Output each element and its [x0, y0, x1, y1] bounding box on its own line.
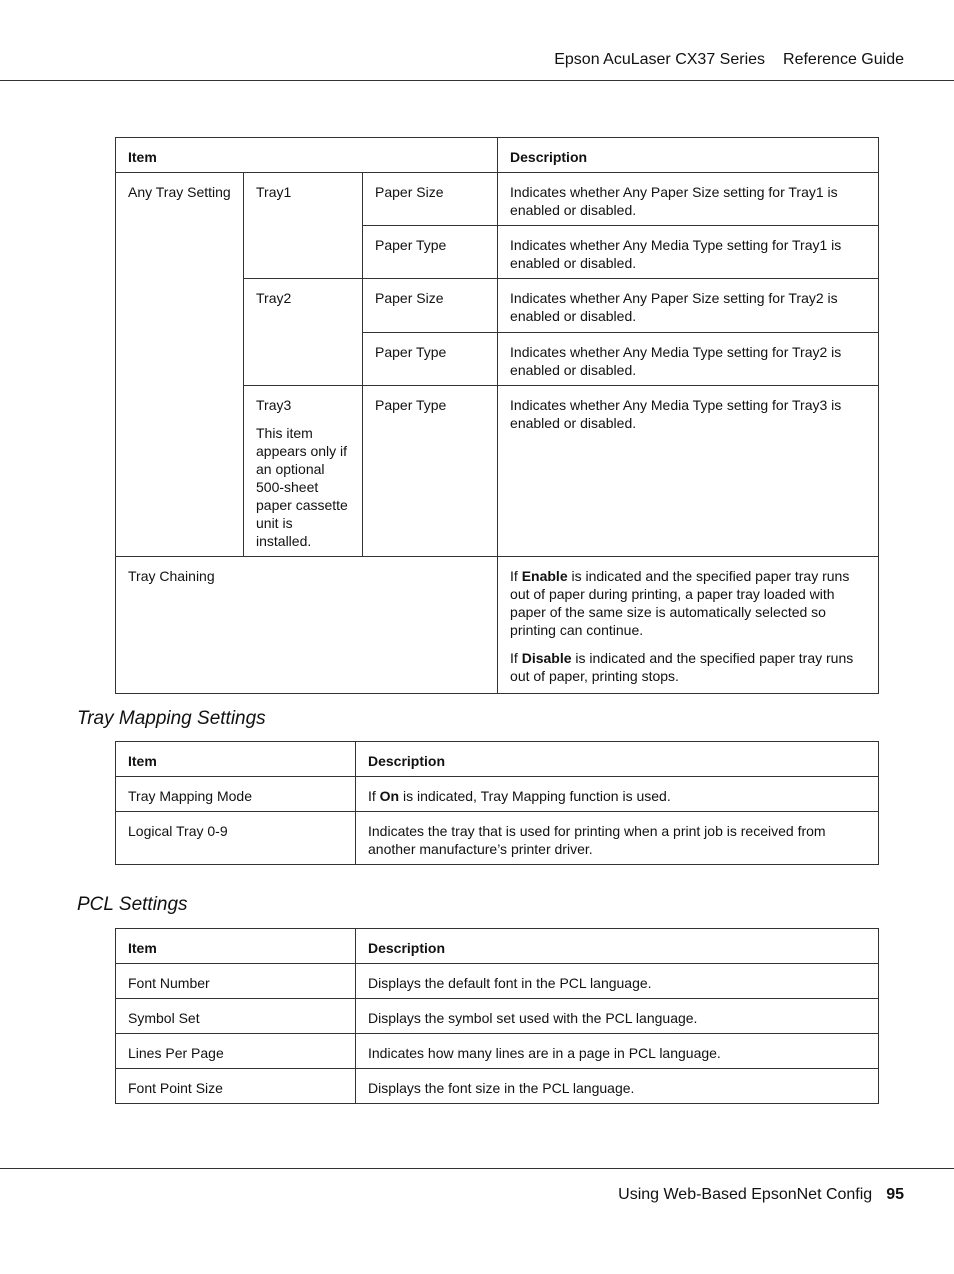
row-description: Indicates whether Any Media Type setting for Tray2 is enabled or disabled. — [498, 333, 879, 386]
item-cell: Lines Per Page — [116, 1034, 356, 1069]
any-tray-setting-label: Any Tray Setting — [116, 173, 244, 557]
tray3-note: This item appears only if an optional 500-sheet paper cassette unit is installed. — [256, 425, 348, 549]
header-description: Description — [356, 742, 879, 777]
disable-paragraph: If Disable is indicated and the specified paper tray runs out of paper, printing stops. — [510, 650, 854, 684]
tray-mapping-table — [115, 741, 879, 865]
pcl-table — [115, 928, 879, 1104]
item-cell: Symbol Set — [116, 999, 356, 1034]
footer-rule — [0, 1168, 954, 1169]
section-name: Using Web-Based EpsonNet Config — [618, 1186, 873, 1203]
row-description: Indicates whether Any Media Type setting for Tray1 is enabled or disabled. — [498, 226, 879, 279]
header-item: Item — [116, 138, 498, 173]
paper-type-label: Paper Type — [363, 333, 498, 386]
page-number: 95 — [886, 1186, 904, 1203]
tray-chaining-description — [498, 557, 879, 694]
tray2-label: Tray2 — [244, 279, 363, 386]
paper-size-label: Paper Size — [363, 173, 498, 226]
row-description: Indicates whether Any Paper Size setting for Tray2 is enabled or disabled. — [498, 279, 879, 333]
header-rule — [0, 80, 954, 81]
item-cell: Font Number — [116, 964, 356, 999]
tray-mapping-mode-label: Tray Mapping Mode — [116, 777, 356, 812]
logical-tray-description: Indicates the tray that is used for printing when a print job is received from another manufacture’s printer driver. — [356, 812, 879, 865]
guide-name: Reference Guide — [783, 51, 904, 68]
page-footer — [618, 1186, 904, 1204]
tray1-label: Tray1 — [244, 173, 363, 279]
item-cell: Font Point Size — [116, 1069, 356, 1104]
header-description: Description — [498, 138, 879, 173]
tray-mapping-heading: Tray Mapping Settings — [77, 708, 266, 729]
header-item: Item — [116, 742, 356, 777]
tray-mapping-mode-description: If On is indicated, Tray Mapping function is used. — [356, 777, 879, 812]
row-description: Indicates whether Any Media Type setting for Tray3 is enabled or disabled. — [498, 386, 879, 557]
any-tray-table — [115, 137, 879, 694]
paper-type-label: Paper Type — [363, 226, 498, 279]
description-cell: Displays the symbol set used with the PCL language. — [356, 999, 879, 1034]
description-cell: Displays the font size in the PCL language. — [356, 1069, 879, 1104]
page-header — [536, 51, 904, 69]
row-description: Indicates whether Any Paper Size setting for Tray1 is enabled or disabled. — [498, 173, 879, 226]
paper-type-label: Paper Type — [363, 386, 498, 557]
header-description: Description — [356, 929, 879, 964]
pcl-heading: PCL Settings — [77, 894, 188, 915]
tray-chaining-label: Tray Chaining — [116, 557, 498, 694]
tray3-cell — [244, 386, 363, 557]
tray3-label: Tray3 — [256, 397, 292, 413]
logical-tray-label: Logical Tray 0-9 — [116, 812, 356, 865]
paper-size-label: Paper Size — [363, 279, 498, 333]
enable-paragraph: If Enable is indicated and the specified paper tray runs out of paper during printing, a paper tray loaded with paper of the same size is automatically selected so printing can continue. — [510, 568, 850, 638]
description-cell: Indicates how many lines are in a page in PCL language. — [356, 1034, 879, 1069]
table-row — [116, 964, 879, 999]
table-row — [116, 1069, 879, 1104]
header-item: Item — [116, 929, 356, 964]
description-cell: Displays the default font in the PCL language. — [356, 964, 879, 999]
table-row — [116, 1034, 879, 1069]
table-row — [116, 999, 879, 1034]
product-name: Epson AcuLaser CX37 Series — [554, 51, 766, 68]
